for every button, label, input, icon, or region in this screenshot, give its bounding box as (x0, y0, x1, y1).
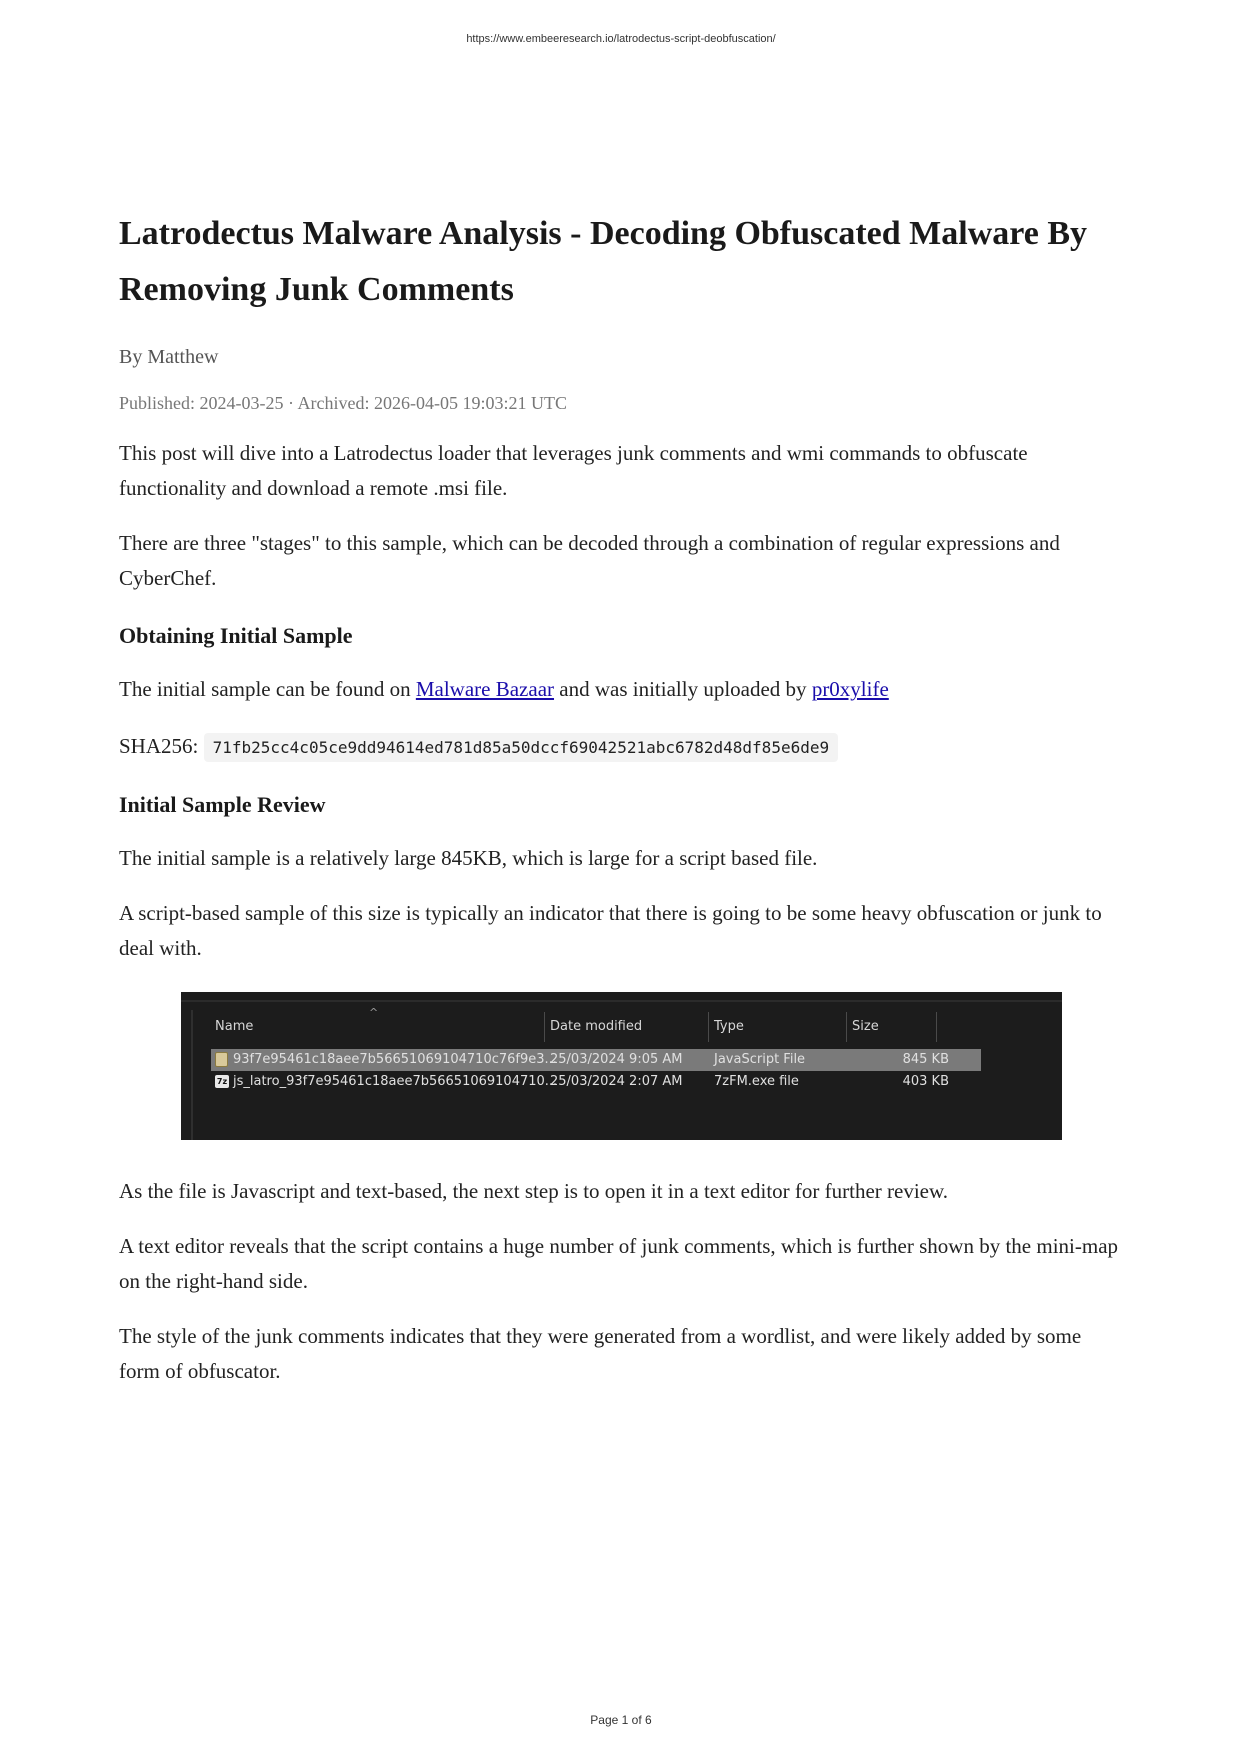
file-type: JavaScript File (714, 1052, 806, 1067)
column-header-type: Type (714, 1019, 744, 1034)
sample-source-text-middle: and was initially uploaded by (554, 677, 812, 701)
paragraph-sha256 (119, 729, 1127, 765)
file-row (211, 1049, 981, 1071)
column-separator (544, 1012, 545, 1042)
file-row (211, 1071, 981, 1093)
file-size: 403 KB (902, 1074, 949, 1089)
file-date-modified: 25/03/2024 9:05 AM (550, 1052, 683, 1067)
heading-obtaining-sample: Obtaining Initial Sample (119, 623, 353, 648)
file-explorer-screenshot (181, 992, 1062, 1140)
paragraph-sample-source (119, 672, 1127, 707)
file-type: 7zFM.exe file (714, 1074, 799, 1089)
column-separator (936, 1012, 937, 1042)
paragraph-obfuscation-indicator: A script-based sample of this size is typically an indicator that there is going to be some heavy obfuscation or junk to deal with. (119, 901, 1102, 960)
page-number: Page 1 of 6 (590, 1713, 652, 1727)
sha256-hash: 71fb25cc4c05ce9dd94614ed781d85a50dccf69042521abc6782d48df85e6de9 (204, 733, 839, 762)
malware-bazaar-link[interactable]: Malware Bazaar (415, 677, 555, 701)
explorer-top-border (181, 1000, 1062, 1002)
sort-ascending-icon: ^ (369, 1006, 379, 1019)
file-size: 845 KB (902, 1052, 949, 1067)
paragraph-intro: This post will dive into a Latrodectus loader that leverages junk comments and wmi commands to obfuscate functionality and download a remote .msi file. (119, 441, 1028, 500)
article (119, 206, 1127, 1389)
article-title: Latrodectus Malware Analysis - Decoding Obfuscated Malware By Removing Junk Comments (119, 215, 1088, 308)
javascript-file-icon (215, 1052, 228, 1067)
file-name: 93f7e95461c18aee7b56651069104710c76f9e3... (233, 1052, 557, 1067)
column-header-date-modified: Date modified (550, 1019, 643, 1034)
page-url-header: https://www.embeeresearch.io/latrodectus-script-deobfuscation/ (466, 33, 776, 45)
heading-initial-review: Initial Sample Review (119, 792, 326, 817)
column-header-size: Size (852, 1019, 879, 1034)
column-header-name: Name (215, 1019, 254, 1034)
paragraph-stages: There are three "stages" to this sample, which can be decoded through a combination of regular expressions and CyberChef. (119, 531, 1060, 590)
file-date-modified: 25/03/2024 2:07 AM (550, 1074, 683, 1089)
paragraph-wordlist: The style of the junk comments indicates that they were generated from a wordlist, and were likely added by some form of obfuscator. (119, 1324, 1082, 1383)
explorer-nav-pane-edge (191, 1010, 193, 1140)
sample-source-text: The initial sample can be found on (119, 677, 416, 701)
paragraph-sample-size: The initial sample is a relatively large 845KB, which is large for a script based file. (119, 846, 818, 870)
7zip-file-icon: 7z (216, 1077, 228, 1086)
pr0xylife-link[interactable]: pr0xylife (811, 677, 889, 701)
paragraph-open-in-editor: As the file is Javascript and text-based, the next step is to open it in a text editor for further review. (119, 1179, 949, 1203)
sha256-label: SHA256: (119, 734, 204, 758)
file-name: js_latro_93f7e95461c18aee7b56651069104710... (233, 1074, 558, 1089)
article-byline: By Matthew (119, 346, 219, 368)
column-separator (846, 1012, 847, 1042)
column-separator (708, 1012, 709, 1042)
article-meta: Published: 2024-03-25 · Archived: 2026-04-05 19:03:21 UTC (119, 393, 567, 413)
paragraph-junk-comments: A text editor reveals that the script contains a huge number of junk comments, which is further shown by the mini-map on the right-hand side. (119, 1234, 1119, 1293)
